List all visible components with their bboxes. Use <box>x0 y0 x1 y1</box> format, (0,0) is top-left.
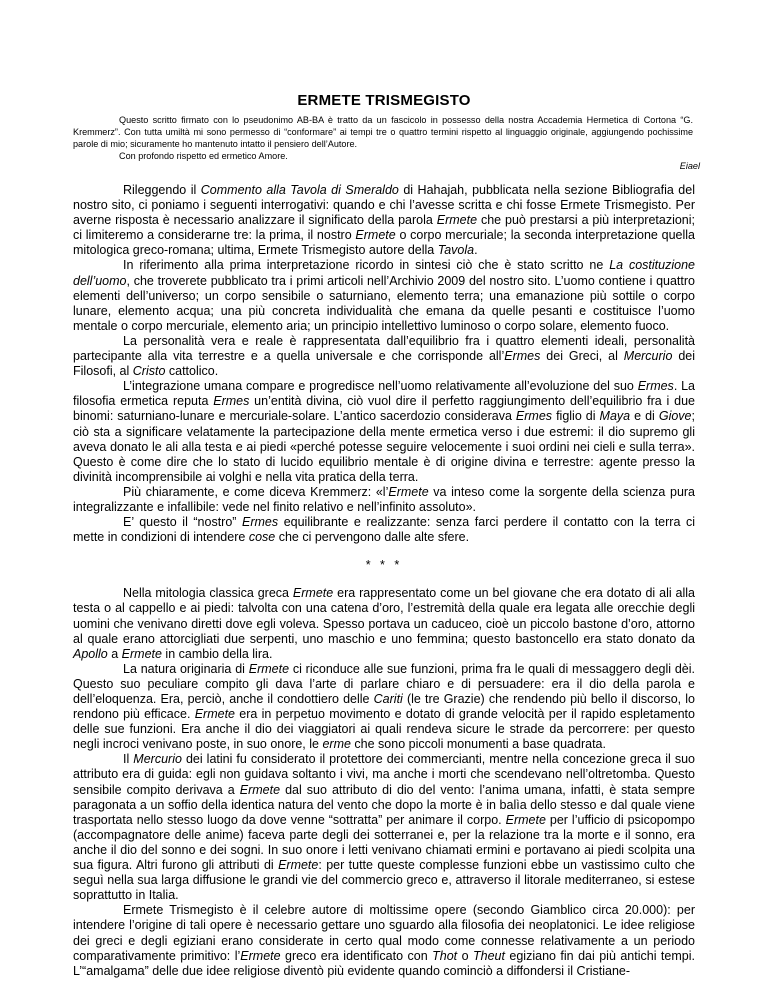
section-separator: * * * <box>365 558 403 573</box>
paragraph-1: Rileggendo il Commento alla Tavola di Smeraldo di Hahajah, pubblicata nella sezione Bibliografia del nostro sito, ci poniamo i seguenti interrogativi: quando e chi l’avesse scritta e chi fosse Ermete Trismegisto. Per averne risposta è necessario analizzare il significato della parola Ermete che può prestarsi a più interpretazioni; ci limiteremo a considerarne tre: la prima, il nostro Ermete o corpo mercuriale; la seconda interpretazione quella mitologica greco-romana; ultima, Ermete Trismegisto autore della Tavola. <box>73 183 695 258</box>
paragraph-5: Più chiaramente, e come diceva Kremmerz: «l’Ermete va inteso come la sorgente della scienza pura integralizzante e infallibile: vede nel finito relativo e nell’infinito assoluto». <box>73 484 696 514</box>
document-title: ERMETE TRISMEGISTO <box>297 92 471 109</box>
paragraph-3: La personalità vera e reale è rappresentata dall’equilibrio fra i quattro elementi ideali, personalità partecipante alla vita terrestre e a quella universale e che corrisponde all’Ermes dei Greci, al Mercurio dei Filosofi, al Cristo cattolico. <box>73 333 696 379</box>
preface-note <box>73 114 693 162</box>
preface-signature: Eiael <box>679 161 700 171</box>
paragraph-7: Nella mitologia classica greca Ermete era rappresentato come un bel giovane che era dotato di ali alla testa o al cappello e ai piedi: talvolta con una catena d’oro, l’estremità della quale era legata alle orecchie degli uomini che venivano diretti dove egli voleva. Spesso portava un caduceo, cioè un piccolo bastone d’oro, attorno al quale erano attorcigliati due serpenti, uno maschio e uno femmina; questo bastoncello era stato donato da Apollo a Ermete in cambio della lira. <box>73 586 695 661</box>
paragraph-4: L’integrazione umana compare e progredisce nell’uomo relativamente all’evoluzione del suo Ermes. La filosofia ermetica reputa Ermes un’entità divina, ciò vuol dire il perfetto raggiungimento dell’equilibrio fra i due binomi: saturniano-lunare e mercuriale-solare. L’antico sacerdozio considerava Ermes figlio di Maya e di Giove; ciò sta a significare velatamente la partecipazione della mente ermetica verso i due estremi: il dio supremo gli aveva donato le ali alla testa e ai piedi «perché potesse seguire velocemente i suoi ordini nei cieli e sulla terra». Questo è come dire che lo stato di lucido equilibrio mentale è di origine divina e terrestre: agente presso la divinità incomprensibile ai volghi e nella vita pratica della terra. <box>73 379 695 484</box>
paragraph-9: Il Mercurio dei latini fu considerato il protettore dei commercianti, mentre nella concezione greca il suo attributo era di guida: egli non guidava soltanto i vivi, ma anche i morti che scendevano nell’oltretomba. Questo sensibile compito derivava a Ermete dal suo attributo di dio del vento: l’anima umana, infatti, è stata sempre paragonata a un soffio della identica natura del vento che dopo la morte è in balìa dello stesso e dal quale viene trasportata nello stesso luogo da dove venne “sottratta” per animare il corpo. Ermete per l’ufficio di psicopompo (accompagnatore delle anime) faceva parte degli dei sotterranei e, per la relazione tra la morte e il sonno, era anche il dio del sonno e dei sogni. In suo onore i letti venivano chiamati ermini e portavano ai piedi scolpita una sua figura. Altri furono gli attributi di Ermete: per tutte queste complesse funzioni ebbe un vastissimo culto che seguì nella sua larga diffusione le grandi vie del commercio greco e, attraverso il litorale mediterraneo, si estese soprattutto in Italia. <box>73 752 696 903</box>
paragraph-2: In riferimento alla prima interpretazione ricordo in sintesi ciò che è stato scritto ne La costituzione dell’uomo, che troverete pubblicato tra i primi articoli nell’Archivio 2009 del nostro sito. L’uomo contiene i quattro elementi dell’universo; un corpo sensibile o saturniano, elemento terra; una emanazione più sottile o corpo lunare, elemento acqua; una più concreta individualità che emana da quelle pesanti e costituisce l’uomo mentale o corpo mercuriale, elemento aria; un principio intellettivo luminoso o corpo solare, elemento fuoco. <box>73 258 695 333</box>
preface-paragraph: Questo scritto firmato con lo pseudonimo AB-BA è tratto da un fascicolo in possesso della nostra Accademia Hermetica di Cortona “G. Kremmerz”. Con tutta umiltà mi sono permesso di “conformare” ai tempi tre o quattro termini rispetto al linguaggio originale, aggiungendo pochissime parole di mio; sicuramente ho mantenuto intatto il pensiero dell’Autore. <box>73 115 693 149</box>
paragraph-6: E’ questo il “nostro” Ermes equilibrante e realizzante: senza farci perdere il contatto con la terra ci mette in condizioni di intendere cose che ci pervengono dalle alte sfere. <box>73 515 695 545</box>
body-text <box>73 183 695 979</box>
paragraph-10: Ermete Trismegisto è il celebre autore di moltissime opere (secondo Giamblico circa 20.000): per intendere l’origine di tali opere è necessario gettare uno sguardo alla filosofia dei neoplatonici. Le idee religiose dei greci e degli egiziani erano considerate in certo qual modo come connesse relativamente a un periodo comparativamente primitivo: l’Ermete greco era identificato con Thot o Theut egiziano fin dai più antichi tempi. L’“amalgama” delle due idee religiose diventò più evidente quando cominciò a diffondersi il Cristiane- <box>73 903 695 978</box>
paragraph-8: La natura originaria di Ermete ci riconduce alle sue funzioni, prima fra le quali di messaggero degli dèi. Questo suo peculiare compito gli dava l’arte di parlare chiaro e di persuadere: era il dio della parola e dell’eloquenza. Era, perciò, anche il condottiero delle Cariti (le tre Grazie) che rendendo più bello il discorso, lo rendono più efficace. Ermete era in perpetuo movimento e dotato di grande velocità per il rapido espletamento delle sue funzioni. Era anche il dio dei viaggiatori ai quali rendeva sicure le strade da percorrere: per questo negli incroci venivano poste, in suo onore, le erme che sono piccoli monumenti a base quadrata. <box>73 661 695 752</box>
preface-closing: Con profondo rispetto ed ermetico Amore. <box>119 151 288 161</box>
